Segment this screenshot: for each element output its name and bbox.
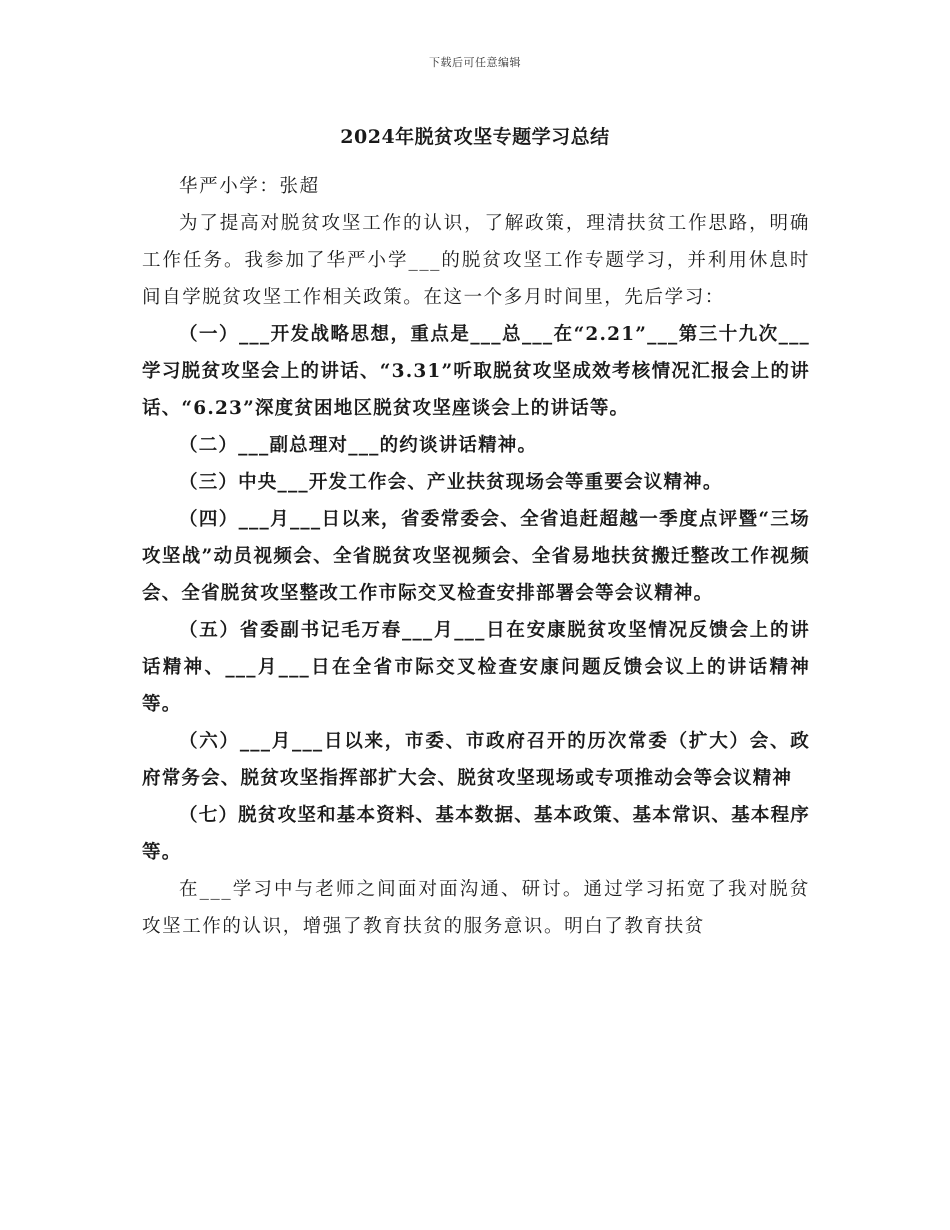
study-item-7: （七）脱贫攻坚和基本资料、基本数据、基本政策、基本常识、基本程序等。	[142, 805, 810, 863]
study-item-3: （三）中央___开发工作会、产业扶贫现场会等重要会议精神。	[179, 472, 723, 493]
author-line: 华严小学：张超	[179, 176, 320, 197]
study-item-5: （五）省委副书记毛万春___月___日在安康脱贫攻坚情况反馈会上的讲话精神、___月___日在全省市际交叉检查安康问题反馈会议上的讲话精神等。	[142, 620, 810, 715]
closing-paragraph: 在___学习中与老师之间面对面沟通、研讨。通过学习拓宽了我对脱贫攻坚工作的认识，增强了教育扶贫的服务意识。明白了教育扶贫	[142, 879, 810, 937]
study-item-6: （六）___月___日以来，市委、市政府召开的历次常委（扩大）会、政府常务会、脱贫攻坚指挥部扩大会、脱贫攻坚现场或专项推动会等会议精神	[142, 731, 810, 789]
page-header-note: 下载后可任意编辑	[429, 56, 521, 69]
document-title: 2024年脱贫攻坚专题学习总结	[340, 126, 610, 148]
study-item-1: （一）___开发战略思想，重点是___总___在“2.21”___第三十九次___学习脱贫攻坚会上的讲话、“3.31”听取脱贫攻坚成效考核情况汇报会上的讲话、“6.23”深度贫困地区脱贫攻坚座谈会上的讲话等。	[142, 324, 810, 419]
document-body	[142, 168, 810, 945]
study-item-4: （四）___月___日以来，省委常委会、全省追赶超越一季度点评暨“三场攻坚战”动员视频会、全省脱贫攻坚视频会、全省易地扶贫搬迁整改工作视频会、全省脱贫攻坚整改工作市际交叉检查安排部署会等会议精神。	[142, 509, 810, 604]
intro-paragraph: 为了提高对脱贫攻坚工作的认识，了解政策，理清扶贫工作思路，明确工作任务。我参加了华严小学___的脱贫攻坚工作专题学习，并利用休息时间自学脱贫攻坚工作相关政策。在这一个多月时间里，先后学习：	[142, 213, 810, 308]
study-item-2: （二）___副总理对___的约谈讲话精神。	[179, 435, 538, 456]
